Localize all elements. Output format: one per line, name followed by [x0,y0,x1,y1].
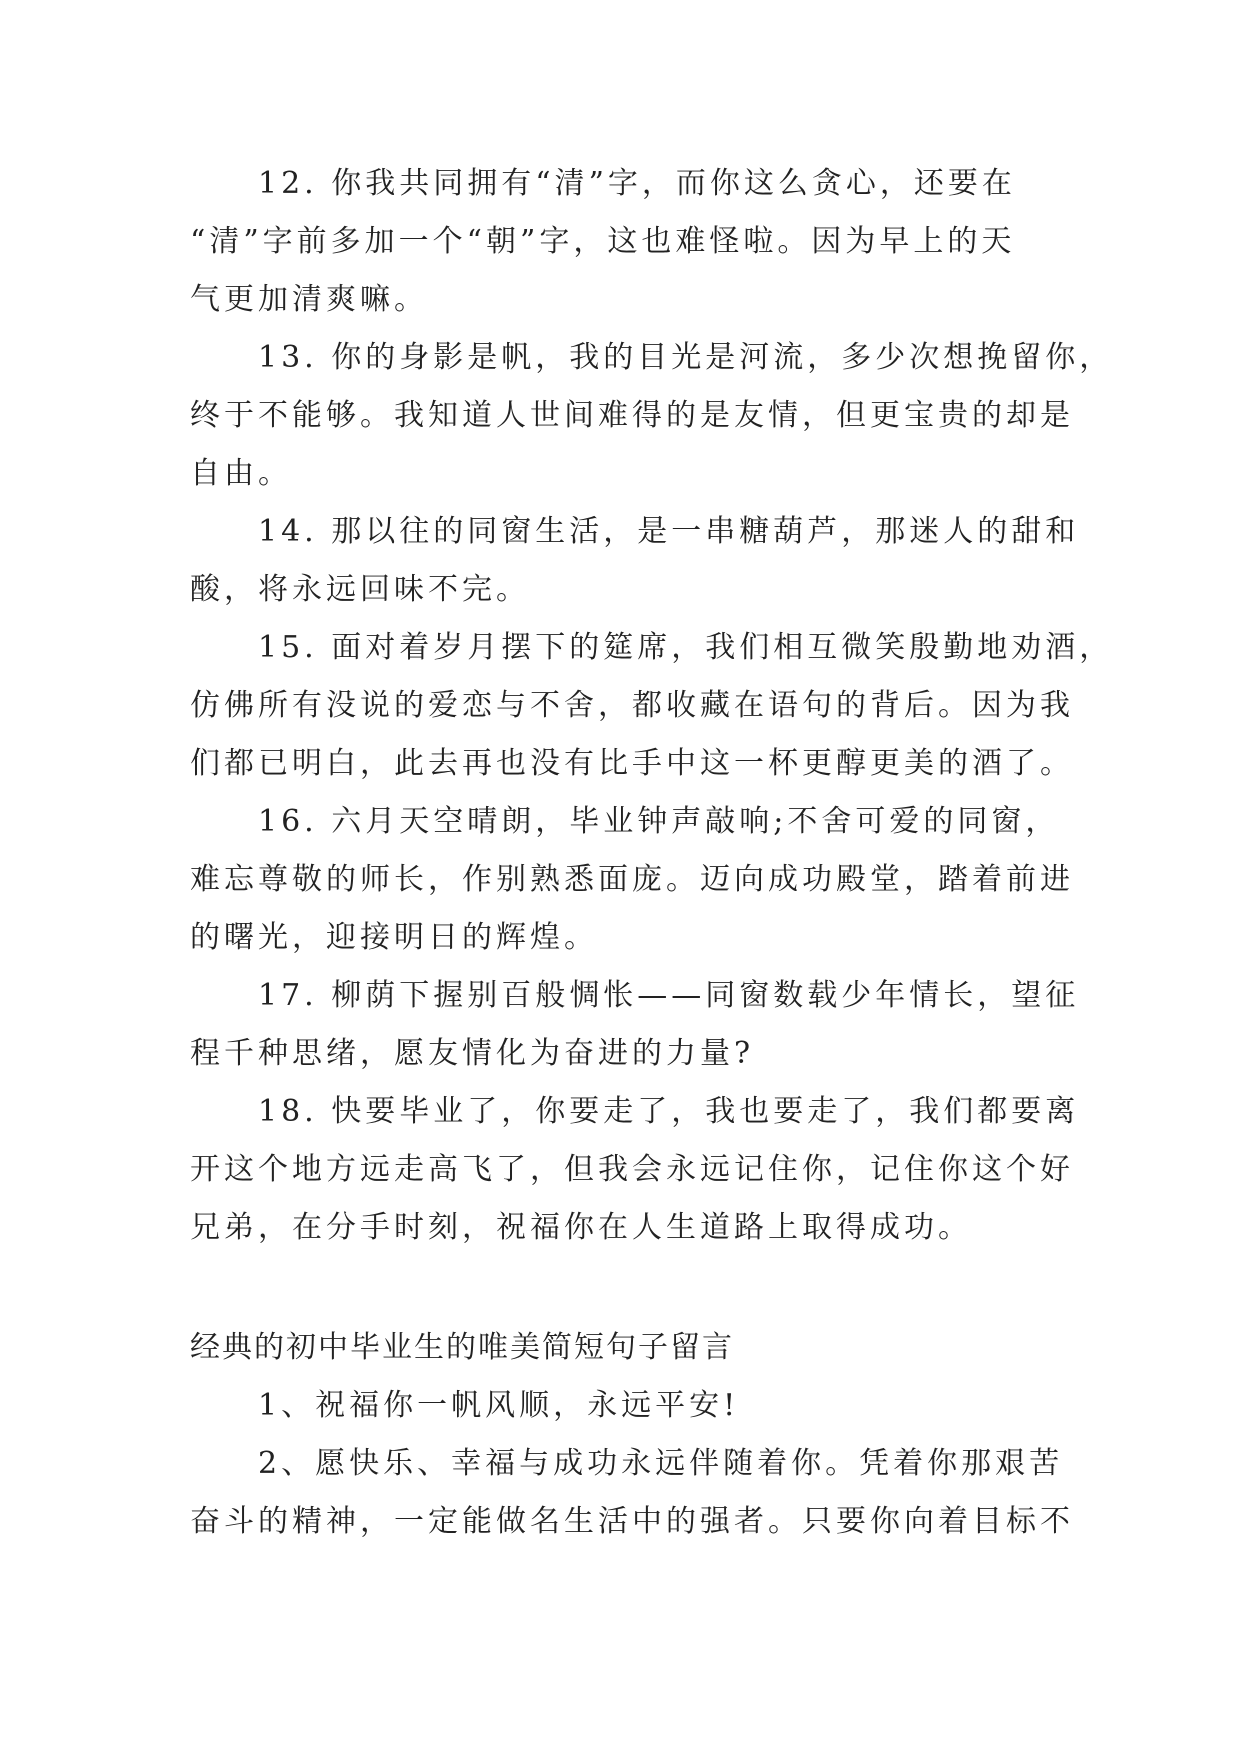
numbered-list-bottom [190,1377,1074,1551]
text-line: “清”字前多加一个“朝”字，这也难怪啦。因为早上的天 [190,224,1016,259]
list-item-1 [190,1377,1051,1435]
text-line: 自由。 [190,456,292,491]
text-line: 12. 你我共同拥有“清”字，而你这么贪心，还要在 [258,166,1016,201]
list-item-18 [190,1083,1080,1257]
text-line: 17. 柳荫下握别百般惆怅——同窗数载少年情长，望征 [258,978,1080,1013]
section-heading: 经典的初中毕业生的唯美简短句子留言 [190,1330,734,1365]
list-item-14 [190,503,1080,619]
list-item-17 [190,967,1080,1083]
text-line: 16. 六月天空晴朗，毕业钟声敲响;不舍可爱的同窗， [258,804,1060,839]
text-line: 气更加清爽嘛。 [190,282,428,317]
text-line: 2、愿快乐、幸福与成功永远伴随着你。凭着你那艰苦 [258,1446,1064,1481]
text-line: 们都已明白，此去再也没有比手中这一杯更醇更美的酒了。 [190,746,1074,781]
text-line: 开这个地方远走高飞了，但我会永远记住你，记住你这个好 [190,1152,1074,1187]
text-line: 难忘尊敬的师长，作别熟悉面庞。迈向成功殿堂，踏着前进 [190,862,1074,897]
text-line: 14. 那以往的同窗生活，是一串糖葫芦，那迷人的甜和 [258,514,1080,549]
list-item-15 [190,619,1114,793]
text-line: 程千种思绪，愿友情化为奋进的力量? [190,1036,755,1071]
text-line: 15. 面对着岁月摆下的筵席，我们相互微笑殷勤地劝酒， [258,630,1114,665]
text-line: 奋斗的精神，一定能做名生活中的强者。只要你向着目标不 [190,1504,1074,1539]
list-item-16 [190,793,1074,967]
text-line: 酸，将永远回味不完。 [190,572,530,607]
text-line: 18. 快要毕业了，你要走了，我也要走了，我们都要离 [258,1094,1080,1129]
list-item-2 [190,1435,1074,1551]
text-line: 终于不能够。我知道人世间难得的是友情，但更宝贵的却是 [190,398,1074,433]
text-line: 仿佛所有没说的爱恋与不舍，都收藏在语句的背后。因为我 [190,688,1074,723]
text-line: 13. 你的身影是帆，我的目光是河流，多少次想挽留你， [258,340,1114,375]
text-line: 的曙光，迎接明日的辉煌。 [190,920,598,955]
list-item-13 [190,329,1114,503]
text-line: 1、祝福你一帆风顺，永远平安! [258,1388,740,1423]
numbered-list-top [190,155,1114,1257]
text-line: 兄弟，在分手时刻，祝福你在人生道路上取得成功。 [190,1210,972,1245]
list-item-12 [190,155,1051,329]
